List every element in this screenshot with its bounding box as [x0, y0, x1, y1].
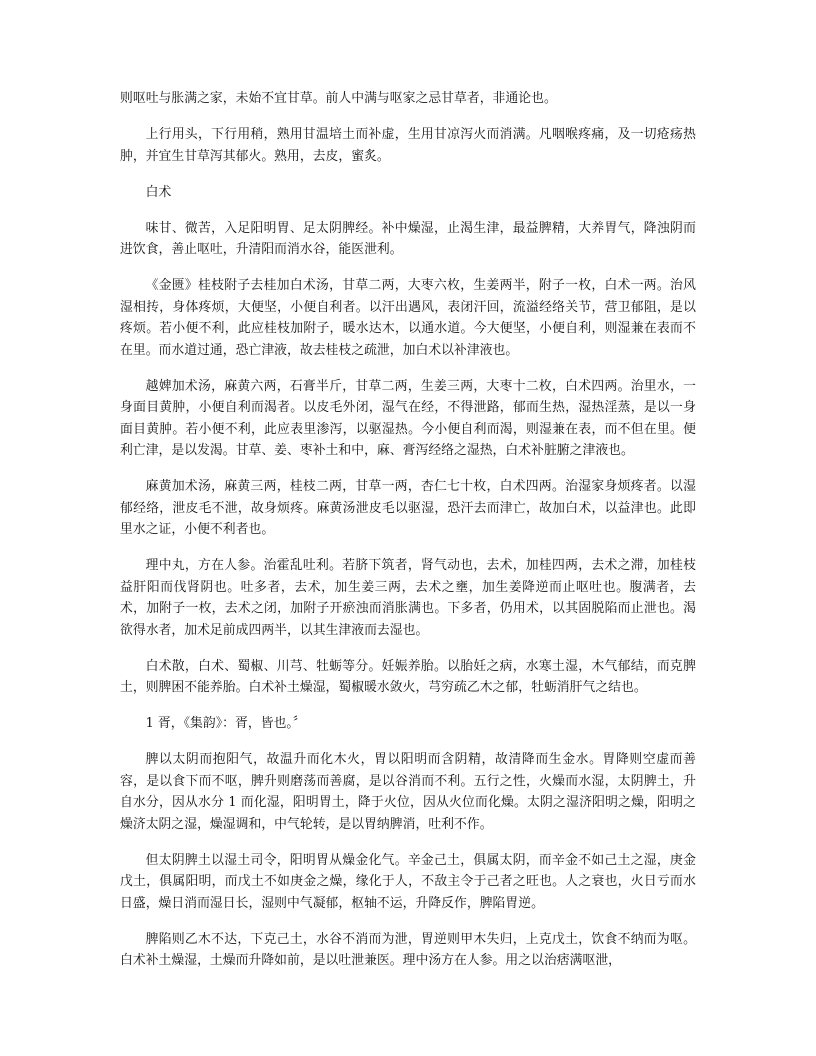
- paragraph-spleen-sinking: 脾陷则乙木不达，下克己土，水谷不消而为泄，胃逆则甲木失归，上克戊土，饮食不纳而为呕。白术补土燥湿，土燥而升降如前，是以吐泄兼医。理中汤方在人参。用之以治痞满呕泄，: [120, 931, 696, 968]
- paragraph-yuebi-formula: 越婢加术汤，麻黄六两，石膏半斤，甘草二两，生姜三两，大枣十二枚，白术四两。治里水，一身面目黄肿，小便自利而渴者。以皮毛外闭，湿气在经，不得泄路，郁而生热，湿热淫蒸，是以一身面目黄肿。若小便不利，此应表里渗泻，以驱湿热。今小便自利而渴，则湿兼在表，而不但在里。便利亡津，是以发渴。甘草、姜、枣补土和中，麻、膏泻经络之湿热，白术补脏腑之津液也。: [120, 378, 696, 458]
- paragraph-mahuang-formula: 麻黄加术汤，麻黄三两，桂枝二两，甘草一两，杏仁七十枚，白术四两。治湿家身烦疼者。以湿郁经络，泄皮毛不泄，故身烦疼。麻黄汤泄皮毛以驱湿，恐汗去而津亡，故加白术，以益津也。此即里水之证，小便不利者也。: [120, 479, 696, 537]
- section-heading-baizhu: 白术: [145, 184, 172, 200]
- paragraph-spleen-stomach: 脾以太阴而抱阳气，故温升而化木火，胃以阳明而含阴精，故清降而生金水。胃降则空虚而善容，是以食下而不呕，脾升则磨荡而善腐，是以谷消而不利。五行之性，火燥而水湿，太阴脾土，升自水分，因从水分 1 而化湿，阳明胃土，降于火位，因从火位而化燥。太阴之湿济阳明之燥，阳明之燥济太阴之湿，燥湿调和，中气轮转，是以胃纳脾消，吐利不作。: [120, 752, 696, 832]
- paragraph-taiyin-yangming: 但太阴脾土以湿土司令，阳明胃从燥金化气。辛金己土，俱属太阴，而辛金不如己土之湿，庚金戊土，俱属阳明，而戊土不如庚金之燥，缘化于人，不敌主令于己者之旺也。人之衰也，火日亏而水日盛，燥日消而湿日长，湿则中气凝郁，枢轴不运，升降反作，脾陷胃逆。: [120, 852, 696, 911]
- paragraph-lizhong-pill: 理中丸，方在人参。治霍乱吐利。若脐下筑者，肾气动也，去术，加桂四两，去术之滞，加桂枝益肝阳而伐肾阴也。吐多者，去术，加生姜三两，去术之壅，加生姜降逆而止呕吐也。腹满者，去术，加附子一枚，去术之闭，加附子开瘀浊而消胀满也。下多者，仍用术，以其固脱陷而止泄也。渴欲得水者，加术足前成四两半，以其生津液而去湿也。: [120, 558, 696, 638]
- paragraph-baizhu-powder: 白术散，白术、蜀椒、川芎、牡蛎等分。妊娠养胎。以胎妊之病，水寒土湿，木气郁结，而克脾土，则脾困不能养胎。白术补土燥湿，蜀椒暖水敛火，芎穷疏乙木之郁，牡蛎消肝气之结也。: [120, 658, 696, 695]
- paragraph-gancao-continuation: 则呕吐与胀满之家，未始不宜甘草。前人中满与呕家之忌甘草者，非通论也。: [120, 91, 557, 106]
- footnote: 1 胥，《集韵》：胥，皆也。〞: [145, 716, 306, 731]
- paragraph-baizhu-nature: 味甘、微苦，入足阳明胃、足太阴脾经。补中燥湿，止渴生津，最益脾精，大养胃气，降浊阴而进饮食，善止呕吐，升清阳而消水谷，能医泄利。: [120, 220, 696, 257]
- document-page: [120, 88, 696, 986]
- paragraph-gancao-usage: 上行用头，下行用稍，熟用甘温培土而补虚，生用甘凉泻火而消满。凡咽喉疼痛，及一切疮疡热肿，并宜生甘草泻其郁火。熟用，去皮，蜜炙。: [120, 127, 696, 164]
- paragraph-jingui-formula: 《金匮》桂枝附子去桂加白术汤，甘草二两，大枣六枚，生姜两半，附子一枚，白术一两。治风湿相抟，身体疼烦，大便坚，小便自利者。以汗出遇风，表闭汗回，流溢经络关节，营卫郁阻，是以疼烦。若小便不利，此应桂枝加附子，暖水达木，以通水道。今大便坚，小便自利，则湿兼在表而不在里。而水道过通，恐亡津液，故去桂枝之疏泄，加白术以补津液也。: [120, 278, 696, 358]
